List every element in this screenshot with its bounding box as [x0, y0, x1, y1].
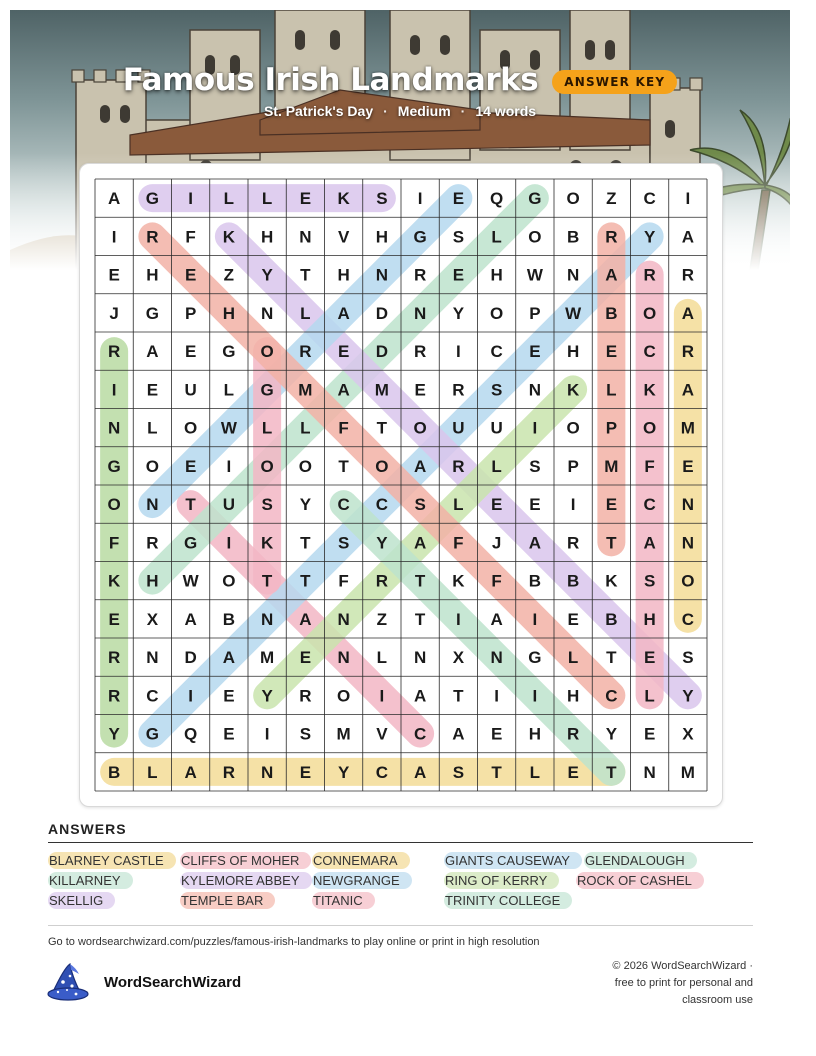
- grid-letter[interactable]: H: [146, 265, 159, 285]
- grid-letter[interactable]: S: [452, 227, 465, 247]
- grid-letter[interactable]: H: [222, 303, 236, 323]
- grid-letter[interactable]: G: [528, 189, 542, 209]
- grid-letter[interactable]: E: [299, 762, 312, 782]
- grid-letter[interactable]: I: [264, 724, 270, 744]
- grid-letter[interactable]: L: [453, 495, 464, 515]
- grid-letter[interactable]: L: [300, 303, 311, 323]
- grid-letter[interactable]: Y: [299, 495, 312, 515]
- grid-letter[interactable]: Q: [184, 724, 198, 744]
- grid-letter[interactable]: A: [107, 189, 121, 209]
- grid-letter[interactable]: R: [107, 342, 121, 362]
- grid-letter[interactable]: T: [606, 648, 617, 668]
- answer-item: GLENDALOUGH: [584, 852, 697, 869]
- grid-letter[interactable]: I: [226, 456, 232, 476]
- grid-letter[interactable]: S: [452, 762, 465, 782]
- grid-letter[interactable]: A: [681, 303, 695, 323]
- grid-letter[interactable]: E: [490, 495, 503, 515]
- grid-letter[interactable]: O: [490, 303, 504, 323]
- grid-letter[interactable]: L: [644, 686, 655, 706]
- grid-letter[interactable]: E: [567, 762, 579, 782]
- grid-letter[interactable]: R: [107, 648, 121, 668]
- grid-letter[interactable]: B: [566, 571, 580, 591]
- grid-letter[interactable]: T: [606, 762, 617, 782]
- grid-letter[interactable]: H: [566, 686, 580, 706]
- grid-letter[interactable]: P: [567, 456, 579, 476]
- answer-item: KILLARNEY: [48, 872, 133, 889]
- grid-letter[interactable]: A: [528, 533, 542, 553]
- grid-letter[interactable]: K: [605, 571, 618, 591]
- grid-letter[interactable]: L: [491, 227, 502, 247]
- grid-letter[interactable]: N: [528, 380, 542, 400]
- answer-key-badge: ANSWER KEY: [552, 70, 677, 94]
- grid-letter[interactable]: A: [681, 380, 695, 400]
- grid-letter[interactable]: Z: [376, 609, 388, 629]
- grid-letter[interactable]: U: [490, 418, 503, 438]
- grid-letter[interactable]: L: [491, 456, 502, 476]
- grid-letter[interactable]: K: [643, 380, 656, 400]
- grid-letter[interactable]: P: [184, 303, 197, 323]
- copyright-line: © 2026 WordSearchWizard ·: [612, 960, 753, 972]
- grid-letter[interactable]: H: [490, 265, 503, 285]
- grid-letter[interactable]: K: [260, 533, 274, 553]
- grid-letter[interactable]: I: [417, 189, 423, 209]
- theme-label: St. Patrick's Day: [263, 103, 374, 119]
- grid-letter[interactable]: U: [184, 380, 197, 400]
- grid-letter[interactable]: K: [337, 189, 350, 209]
- grid-letter[interactable]: P: [605, 418, 618, 438]
- grid-letter[interactable]: O: [566, 418, 580, 438]
- grid-letter[interactable]: Q: [490, 189, 504, 209]
- grid-letter[interactable]: C: [375, 762, 389, 782]
- grid-letter[interactable]: R: [107, 686, 121, 706]
- grid-letter[interactable]: J: [109, 303, 119, 323]
- grid-letter[interactable]: V: [337, 227, 350, 247]
- grid-letter[interactable]: R: [299, 342, 312, 362]
- word-count-label: 14 words: [475, 103, 537, 119]
- word-search-grid[interactable]: [80, 164, 724, 808]
- grid-letter[interactable]: I: [188, 189, 193, 209]
- grid-letter[interactable]: T: [261, 571, 273, 591]
- grid-letter[interactable]: N: [413, 303, 427, 323]
- grid-letter[interactable]: S: [376, 189, 388, 209]
- copyright-line: classroom use: [682, 994, 753, 1006]
- grid-letter[interactable]: A: [681, 227, 695, 247]
- grid-letter[interactable]: E: [605, 495, 618, 515]
- grid-letter[interactable]: Y: [643, 227, 656, 247]
- grid-letter[interactable]: N: [260, 303, 274, 323]
- grid-letter[interactable]: H: [566, 342, 580, 362]
- grid-letter[interactable]: C: [643, 189, 656, 209]
- grid-letter[interactable]: I: [456, 342, 461, 362]
- grid-letter[interactable]: O: [375, 456, 389, 476]
- grid-letter[interactable]: L: [529, 762, 541, 782]
- grid-letter[interactable]: O: [145, 456, 159, 476]
- grid-letter[interactable]: R: [413, 265, 427, 285]
- grid-letter[interactable]: L: [261, 418, 273, 438]
- answer-item: RING OF KERRY: [444, 872, 559, 889]
- grid-letter[interactable]: C: [643, 495, 656, 515]
- grid-letter[interactable]: D: [375, 303, 389, 323]
- grid-letter[interactable]: E: [452, 265, 465, 285]
- grid-letter[interactable]: E: [337, 342, 350, 362]
- grid-letter[interactable]: Z: [606, 189, 617, 209]
- grid-letter[interactable]: I: [570, 495, 576, 515]
- grid-letter[interactable]: R: [146, 227, 159, 247]
- grid-letter[interactable]: M: [680, 762, 695, 782]
- grid-letter[interactable]: I: [532, 686, 538, 706]
- title-row: [0, 62, 800, 98]
- wizard-hat-icon: [46, 962, 92, 1002]
- grid-letter[interactable]: A: [452, 724, 465, 744]
- grid-letter[interactable]: C: [643, 342, 656, 362]
- grid-letter[interactable]: X: [452, 648, 465, 668]
- grid-letter[interactable]: F: [644, 456, 655, 476]
- grid-letter[interactable]: G: [528, 648, 542, 668]
- grid-letter[interactable]: P: [529, 303, 541, 323]
- grid-letter[interactable]: E: [108, 265, 120, 285]
- grid-letter[interactable]: B: [528, 571, 542, 591]
- grid-letter[interactable]: R: [413, 342, 427, 362]
- grid-letter[interactable]: E: [490, 724, 503, 744]
- grid-letter[interactable]: Z: [223, 265, 235, 285]
- grid-letter[interactable]: N: [107, 418, 121, 438]
- answer-item: BLARNEY CASTLE: [48, 852, 176, 869]
- grid-letter[interactable]: A: [643, 533, 656, 553]
- grid-letter[interactable]: L: [567, 648, 579, 668]
- grid-letter[interactable]: C: [337, 495, 350, 515]
- grid-letter[interactable]: E: [529, 342, 541, 362]
- grid-letter[interactable]: A: [222, 648, 236, 668]
- grid-letter[interactable]: E: [643, 724, 656, 744]
- divider: [48, 925, 753, 926]
- grid-letter[interactable]: F: [491, 571, 502, 591]
- grid-letter[interactable]: O: [184, 418, 198, 438]
- grid-letter[interactable]: O: [413, 418, 427, 438]
- grid-letter[interactable]: M: [260, 648, 275, 668]
- grid-letter[interactable]: N: [413, 648, 427, 668]
- grid-letter[interactable]: A: [184, 762, 197, 782]
- grid-letter[interactable]: G: [260, 380, 274, 400]
- meta-separator: ·: [383, 103, 388, 119]
- grid-letter[interactable]: C: [375, 495, 389, 515]
- grid-letter[interactable]: R: [146, 533, 159, 553]
- grid-letter[interactable]: B: [605, 609, 618, 629]
- copyright-line: free to print for personal and: [614, 977, 753, 989]
- grid-letter[interactable]: E: [414, 380, 426, 400]
- grid-letter[interactable]: T: [414, 571, 426, 591]
- grid-letter[interactable]: N: [146, 495, 159, 515]
- grid-letter[interactable]: N: [566, 265, 580, 285]
- grid-letter[interactable]: H: [337, 265, 350, 285]
- grid-letter[interactable]: T: [453, 686, 464, 706]
- grid-letter[interactable]: S: [261, 495, 273, 515]
- grid-letter[interactable]: F: [338, 418, 349, 438]
- grid-letter[interactable]: M: [680, 418, 695, 438]
- grid-letter[interactable]: E: [567, 609, 579, 629]
- grid-letter[interactable]: Y: [605, 724, 618, 744]
- grid-letter[interactable]: I: [532, 418, 538, 438]
- grid-letter[interactable]: C: [413, 724, 427, 744]
- grid-letter[interactable]: L: [606, 380, 617, 400]
- grid-letter[interactable]: L: [261, 189, 273, 209]
- grid-letter[interactable]: Y: [108, 724, 120, 744]
- grid-letter[interactable]: S: [337, 533, 350, 553]
- grid-letter[interactable]: O: [337, 686, 351, 706]
- grid-letter[interactable]: T: [300, 265, 311, 285]
- grid-letter[interactable]: E: [108, 609, 120, 629]
- grid-letter[interactable]: M: [604, 456, 619, 476]
- puzzle-card: [79, 163, 723, 807]
- grid-letter[interactable]: L: [147, 418, 158, 438]
- grid-letter[interactable]: T: [491, 762, 502, 782]
- grid-letter[interactable]: W: [565, 303, 582, 323]
- answer-item: GIANTS CAUSEWAY: [444, 852, 582, 869]
- answer-item: TITANIC: [312, 892, 375, 909]
- grid-letter[interactable]: I: [532, 609, 538, 629]
- answer-item: CLIFFS OF MOHER: [180, 852, 311, 869]
- grid-letter[interactable]: T: [414, 609, 426, 629]
- grid-letter[interactable]: O: [528, 227, 542, 247]
- answer-item: TEMPLE BAR: [180, 892, 275, 909]
- grid-letter[interactable]: R: [643, 265, 656, 285]
- grid-letter[interactable]: R: [452, 380, 465, 400]
- grid-letter[interactable]: E: [605, 342, 618, 362]
- answers-heading: ANSWERS: [48, 821, 127, 837]
- grid-letter[interactable]: L: [223, 189, 235, 209]
- grid-letter[interactable]: U: [452, 418, 465, 438]
- grid-letter[interactable]: I: [456, 609, 461, 629]
- grid-letter[interactable]: G: [413, 227, 427, 247]
- answer-item: CONNEMARA: [312, 852, 410, 869]
- grid-letter[interactable]: I: [111, 380, 117, 400]
- grid-letter[interactable]: D: [375, 342, 389, 362]
- page-title: Famous Irish Landmarks: [122, 62, 539, 98]
- grid-letter[interactable]: S: [682, 648, 694, 668]
- grid-letter[interactable]: Y: [261, 265, 273, 285]
- grid-letter[interactable]: A: [413, 456, 427, 476]
- grid-letter[interactable]: K: [107, 571, 121, 591]
- grid-letter[interactable]: N: [681, 495, 695, 515]
- grid-letter[interactable]: A: [413, 686, 427, 706]
- grid-letter[interactable]: L: [376, 648, 388, 668]
- grid-letter[interactable]: A: [299, 609, 312, 629]
- grid-letter[interactable]: Y: [376, 533, 388, 553]
- grid-letter[interactable]: M: [298, 380, 313, 400]
- grid-letter[interactable]: L: [223, 380, 235, 400]
- grid-letter[interactable]: E: [184, 265, 197, 285]
- grid-letter[interactable]: O: [643, 303, 657, 323]
- grid-letter[interactable]: B: [107, 762, 121, 782]
- grid-letter[interactable]: A: [184, 609, 197, 629]
- grid-letter[interactable]: R: [681, 265, 695, 285]
- grid-letter[interactable]: E: [146, 380, 159, 400]
- grid-letter[interactable]: E: [452, 189, 465, 209]
- grid-letter[interactable]: G: [184, 533, 198, 553]
- meta-separator: ·: [460, 103, 466, 119]
- grid-letter[interactable]: F: [108, 533, 120, 553]
- grid-letter[interactable]: O: [260, 456, 274, 476]
- grid-letter[interactable]: H: [528, 724, 542, 744]
- grid-letter[interactable]: A: [490, 609, 503, 629]
- grid-letter[interactable]: T: [185, 495, 196, 515]
- grid-letter[interactable]: X: [146, 609, 159, 629]
- brand[interactable]: [46, 962, 241, 1002]
- grid-letter[interactable]: T: [300, 571, 311, 591]
- grid-letter[interactable]: N: [337, 648, 350, 668]
- grid-letter[interactable]: N: [260, 609, 274, 629]
- grid-letter[interactable]: E: [223, 686, 235, 706]
- grid-letter[interactable]: U: [222, 495, 236, 515]
- copyright-notice: [583, 958, 753, 1009]
- grid-letter[interactable]: I: [494, 686, 499, 706]
- grid-letter[interactable]: K: [452, 571, 465, 591]
- grid-letter[interactable]: F: [185, 227, 196, 247]
- grid-letter[interactable]: N: [146, 648, 159, 668]
- grid-letter[interactable]: O: [260, 342, 274, 362]
- grid-letter[interactable]: C: [681, 609, 695, 629]
- grid-letter[interactable]: R: [452, 456, 465, 476]
- grid-letter[interactable]: E: [529, 495, 541, 515]
- grid-letter[interactable]: H: [146, 571, 159, 591]
- grid-letter[interactable]: E: [184, 342, 197, 362]
- grid-letter[interactable]: N: [299, 227, 312, 247]
- grid-letter[interactable]: G: [145, 189, 159, 209]
- grid-letter[interactable]: T: [376, 418, 388, 438]
- grid-letter[interactable]: O: [566, 189, 580, 209]
- grid-letter[interactable]: Y: [337, 762, 350, 782]
- grid-letter[interactable]: O: [681, 571, 695, 591]
- grid-letter[interactable]: O: [222, 571, 236, 591]
- grid-letter[interactable]: L: [300, 418, 311, 438]
- grid-letter[interactable]: A: [146, 342, 159, 362]
- grid-letter[interactable]: A: [413, 762, 427, 782]
- answer-item: NEWGRANGE: [312, 872, 412, 889]
- grid-letter[interactable]: A: [337, 380, 350, 400]
- grid-letter[interactable]: T: [338, 456, 349, 476]
- grid-letter[interactable]: H: [260, 227, 274, 247]
- grid-letter[interactable]: R: [222, 762, 236, 782]
- grid-letter[interactable]: N: [260, 762, 274, 782]
- grid-letter[interactable]: S: [490, 380, 503, 400]
- grid-letter[interactable]: C: [605, 686, 618, 706]
- grid-letter[interactable]: R: [299, 686, 312, 706]
- grid-letter[interactable]: O: [298, 456, 312, 476]
- grid-letter[interactable]: N: [375, 265, 389, 285]
- grid-letter[interactable]: N: [681, 533, 695, 553]
- grid-letter[interactable]: O: [643, 418, 657, 438]
- grid-letter[interactable]: I: [111, 227, 117, 247]
- grid-letter[interactable]: M: [374, 380, 389, 400]
- grid-letter[interactable]: S: [414, 495, 426, 515]
- difficulty-label: Medium: [397, 103, 451, 119]
- grid-letter[interactable]: R: [566, 533, 580, 553]
- answer-item: KYLEMORE ABBEY: [180, 872, 312, 889]
- grid-letter[interactable]: R: [605, 227, 618, 247]
- answer-item: ROCK OF CASHEL: [576, 872, 704, 889]
- grid-letter[interactable]: S: [643, 571, 656, 591]
- grid-letter[interactable]: X: [682, 724, 694, 744]
- puzzle-meta: [0, 103, 800, 119]
- grid-letter[interactable]: O: [107, 495, 121, 515]
- grid-letter[interactable]: G: [145, 724, 159, 744]
- grid-letter[interactable]: M: [336, 724, 351, 744]
- grid-letter[interactable]: I: [226, 533, 232, 553]
- grid-letter[interactable]: K: [222, 227, 236, 247]
- answer-item: TRINITY COLLEGE: [444, 892, 572, 909]
- grid-letter[interactable]: N: [337, 609, 350, 629]
- grid-letter[interactable]: B: [222, 609, 236, 629]
- grid-letter[interactable]: R: [566, 724, 580, 744]
- grid-letter[interactable]: L: [147, 762, 158, 782]
- grid-letter[interactable]: K: [566, 380, 580, 400]
- grid-letter[interactable]: W: [182, 571, 199, 591]
- grid-letter[interactable]: F: [338, 571, 349, 591]
- grid-letter[interactable]: N: [643, 762, 656, 782]
- brand-name: WordSearchWizard: [104, 973, 242, 991]
- grid-letter[interactable]: T: [300, 533, 311, 553]
- grid-letter[interactable]: G: [222, 342, 236, 362]
- grid-letter[interactable]: I: [379, 686, 385, 706]
- grid-letter[interactable]: E: [682, 456, 694, 476]
- grid-letter[interactable]: G: [107, 456, 121, 476]
- grid-letter[interactable]: D: [184, 648, 197, 668]
- grid-letter[interactable]: E: [184, 456, 197, 476]
- grid-letter[interactable]: E: [223, 724, 235, 744]
- grid-letter[interactable]: C: [490, 342, 503, 362]
- grid-letter[interactable]: E: [299, 189, 312, 209]
- grid-letter[interactable]: H: [643, 609, 656, 629]
- grid-letter[interactable]: W: [220, 418, 237, 438]
- footer-url-text[interactable]: Go to wordsearchwizard.com/puzzles/famous-irish-landmarks to play online or print in high resolution: [48, 936, 540, 948]
- grid-letter[interactable]: H: [375, 227, 389, 247]
- grid-letter[interactable]: A: [337, 303, 350, 323]
- grid-letter[interactable]: B: [566, 227, 580, 247]
- grid-letter[interactable]: S: [299, 724, 312, 744]
- grid-letter[interactable]: C: [146, 686, 159, 706]
- grid-letter[interactable]: B: [605, 303, 618, 323]
- grid-letter[interactable]: R: [681, 342, 695, 362]
- grid-letter[interactable]: R: [375, 571, 389, 591]
- grid-letter[interactable]: N: [490, 648, 503, 668]
- grid-letter[interactable]: I: [685, 189, 691, 209]
- grid-letter[interactable]: S: [529, 456, 541, 476]
- grid-letter[interactable]: Y: [261, 686, 273, 706]
- grid-letter[interactable]: F: [453, 533, 464, 553]
- grid-letter[interactable]: W: [526, 265, 543, 285]
- grid-letter[interactable]: E: [299, 648, 312, 668]
- grid-letter[interactable]: V: [376, 724, 388, 744]
- answer-item: SKELLIG: [48, 892, 115, 909]
- grid-letter[interactable]: Y: [682, 686, 694, 706]
- grid-letter[interactable]: A: [413, 533, 427, 553]
- grid-letter[interactable]: G: [145, 303, 159, 323]
- grid-letter[interactable]: E: [643, 648, 656, 668]
- grid-letter[interactable]: A: [605, 265, 618, 285]
- grid-letter[interactable]: Y: [452, 303, 465, 323]
- grid-letter[interactable]: I: [188, 686, 193, 706]
- divider: [48, 842, 753, 843]
- grid-letter[interactable]: T: [606, 533, 617, 553]
- grid-letter[interactable]: J: [491, 533, 502, 553]
